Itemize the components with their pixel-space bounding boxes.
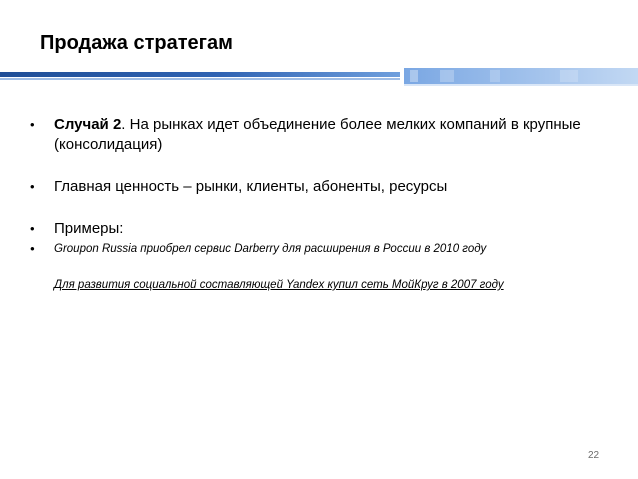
bullet-item [30,219,620,239]
bullet-text: Примеры: [54,220,124,237]
bullet-item [30,241,620,257]
slide-title: Продажа стратегам [40,32,233,54]
bullet-dot: • [30,117,35,132]
bullet-text: . На рынках идет объединение более мелких компаний в крупные (консолидация) [54,116,581,153]
bullet-list [30,115,620,293]
bullet-dot: • [30,241,35,256]
bullet-item [30,115,620,155]
bullet-item [30,177,620,197]
example-text-2: Для развития социальной составляющей Yandex купил сеть МойКруг в 2007 году [54,279,504,291]
example-text: Groupon Russia приобрел сервис Darberry для расширения в России в 2010 году [54,243,487,255]
case-label: Случай 2 [54,116,122,133]
bullet-text: Главная ценность – рынки, клиенты, абоненты, ресурсы [54,178,448,195]
bullet-dot: • [30,221,35,236]
page-number: 22 [588,450,600,461]
title-decoration-bar [0,68,638,88]
bullet-dot: • [30,179,35,194]
